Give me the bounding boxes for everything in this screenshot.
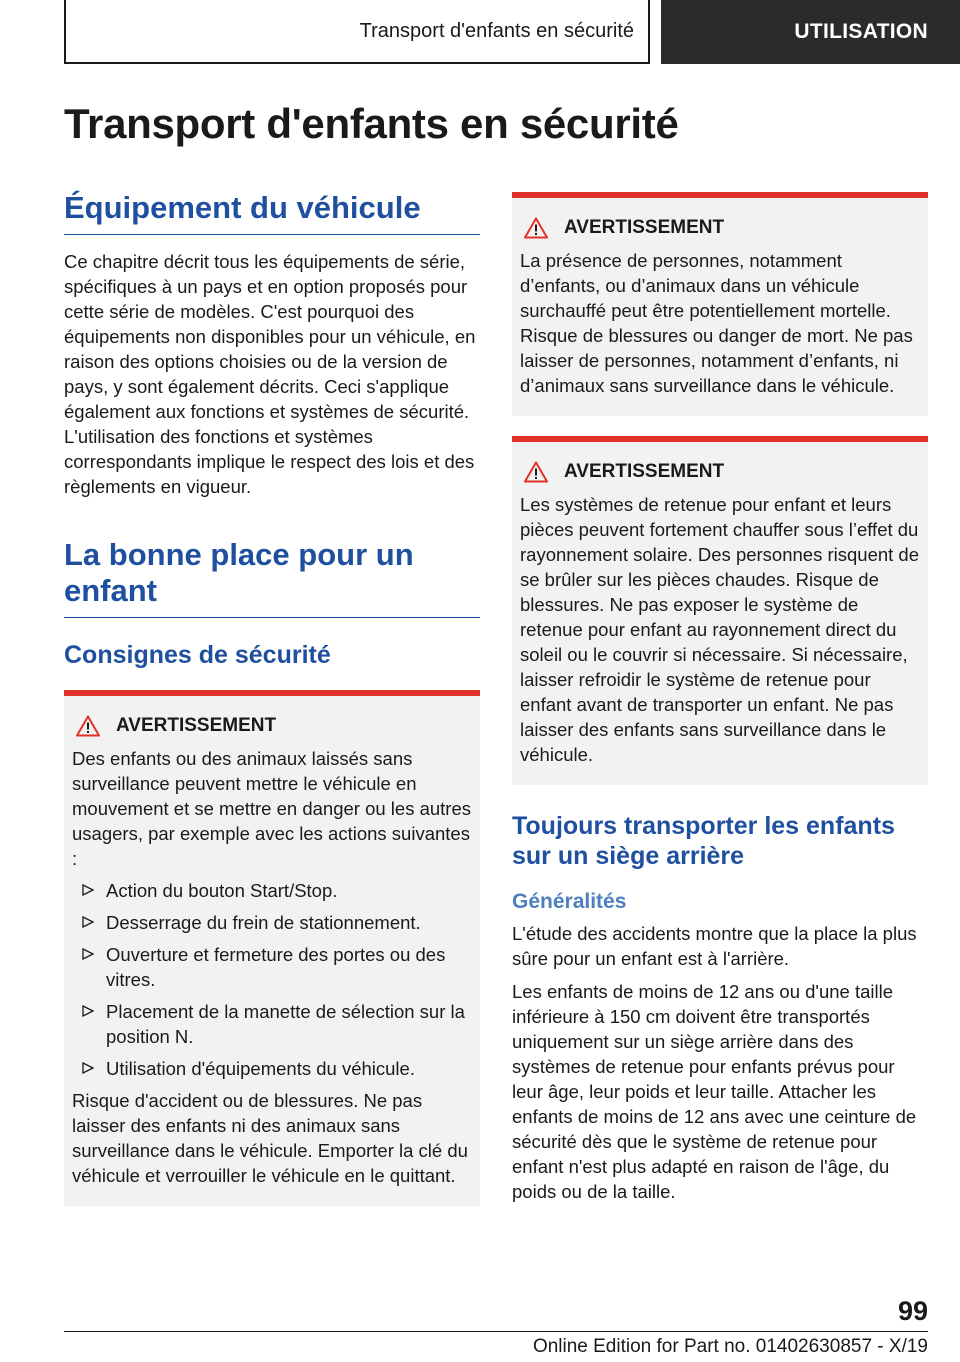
header-chapter-label: UTILISATION xyxy=(794,20,928,43)
warning-box-heat xyxy=(512,192,928,416)
warning-header xyxy=(520,458,920,486)
page-title: Transport d'enfants en sécurité xyxy=(64,100,679,147)
list-item: Ouverture et fermeture des portes ou des vitres. xyxy=(72,942,472,992)
header-section-box xyxy=(64,0,650,64)
warning-header xyxy=(520,214,920,242)
triangle-bullet-icon xyxy=(82,884,94,896)
header-section-title: Transport d'enfants en sécurité xyxy=(359,19,634,42)
heading-equipement: Équipement du véhicule xyxy=(64,190,480,235)
warning-text: Les systèmes de retenue pour enfant et leurs pièces peuvent fortement chauffer sous l’effet du rayonnement solaire. Des personnes risquent de se brûler sur les pièces chaudes. Risque de blessures. Ne pas exposer le système de retenue pour enfant au rayonnement direct du soleil ou le couvrir si nécessaire. Si nécessaire, laisser refroidir le système de retenue pour enfant avant de transporter un enfant. Ne pas laisser des enfants sans surveillance dans le véhicule. xyxy=(520,494,920,765)
warning-outro: Risque d'accident ou de blessures. Ne pas laisser des enfants ni des animaux sans surveillance dans le véhicule. Emporter la clé du véhicule et verrouiller le véhicule en le quittant. xyxy=(72,1090,468,1186)
warning-label: AVERTISSEMENT xyxy=(564,217,725,238)
warning-triangle-icon xyxy=(76,715,100,737)
heading-bonne-place: La bonne place pour un enfant xyxy=(64,537,480,618)
warning-text: La présence de personnes, notamment d’enfants, ou d’animaux dans un véhicule surchauffé peut être potentiellement mortelle. Risque de blessures ou danger de mort. Ne pas laisser de personnes, notamment d’enfants, ni d’animaux sans surveillance dans le véhicule. xyxy=(520,250,913,396)
list-item: Placement de la manette de sélection sur la position N. xyxy=(72,999,472,1049)
list-item: Desserrage du frein de stationnement. xyxy=(72,910,472,935)
list-item: Action du bouton Start/Stop. xyxy=(72,878,472,903)
generalites-paragraph-2: Les enfants de moins de 12 ans ou d'une taille inférieure à 150 cm doivent être transportés uniquement sur un siège arrière dans des systèmes de retenue pour enfants prévus pour leur âge, leur poids et leur taille. Attacher les enfants de moins de 12 ans avec une ceinture de sécurité dès que le système de retenue pour enfant n'est plus adapté en raison de l'âge, du poids ou de la taille. xyxy=(512,981,917,1202)
header-chapter-tab xyxy=(661,0,960,64)
warning-list xyxy=(72,878,472,1081)
equipement-paragraph: Ce chapitre décrit tous les équipements de série, spécifiques à un pays et en option proposés pour cette série de modèles. C'est pourquoi des équipements non disponibles pour un véhicule, en raison des options choisies ou de la version de pays, y sont également décrits. Ceci s'applique également aux fonctions et systèmes de sécurité. L'utilisation des fonctions et systèmes correspondants implique le respect des lois et des règlements en vigueur. xyxy=(64,251,476,497)
triangle-bullet-icon xyxy=(82,1005,94,1017)
warning-box-sun xyxy=(512,436,928,785)
warning-triangle-icon xyxy=(524,217,548,239)
list-item: Utilisation d'équipements du véhicule. xyxy=(72,1056,472,1081)
right-column xyxy=(512,192,928,1204)
footer-edition: Online Edition for Part no. 01402630857 - X/19 xyxy=(532,1336,928,1357)
triangle-bullet-icon xyxy=(82,916,94,928)
warning-triangle-icon xyxy=(524,461,548,483)
heading-consignes: Consignes de sécurité xyxy=(64,641,331,669)
warning-header xyxy=(72,712,472,740)
left-column xyxy=(64,190,480,1206)
triangle-bullet-icon xyxy=(82,1062,94,1074)
heading-generalites: Généralités xyxy=(512,890,627,913)
page-number: 99 xyxy=(897,1296,928,1326)
heading-toujours: Toujours transporter les enfants sur un siège arrière xyxy=(512,812,895,870)
generalites-paragraph-1: L'étude des accidents montre que la place la plus sûre pour un enfant est à l'arrière. xyxy=(512,923,917,969)
warning-intro: Des enfants ou des animaux laissés sans surveillance peuvent mettre le véhicule en mouvement et se mettre en danger ou les autres usagers, par exemple avec les actions suivantes : xyxy=(72,748,471,869)
warning-box xyxy=(64,690,480,1206)
warning-label: AVERTISSEMENT xyxy=(116,715,277,736)
footer-divider xyxy=(64,1331,928,1332)
triangle-bullet-icon xyxy=(82,948,94,960)
warning-label: AVERTISSEMENT xyxy=(564,461,725,482)
